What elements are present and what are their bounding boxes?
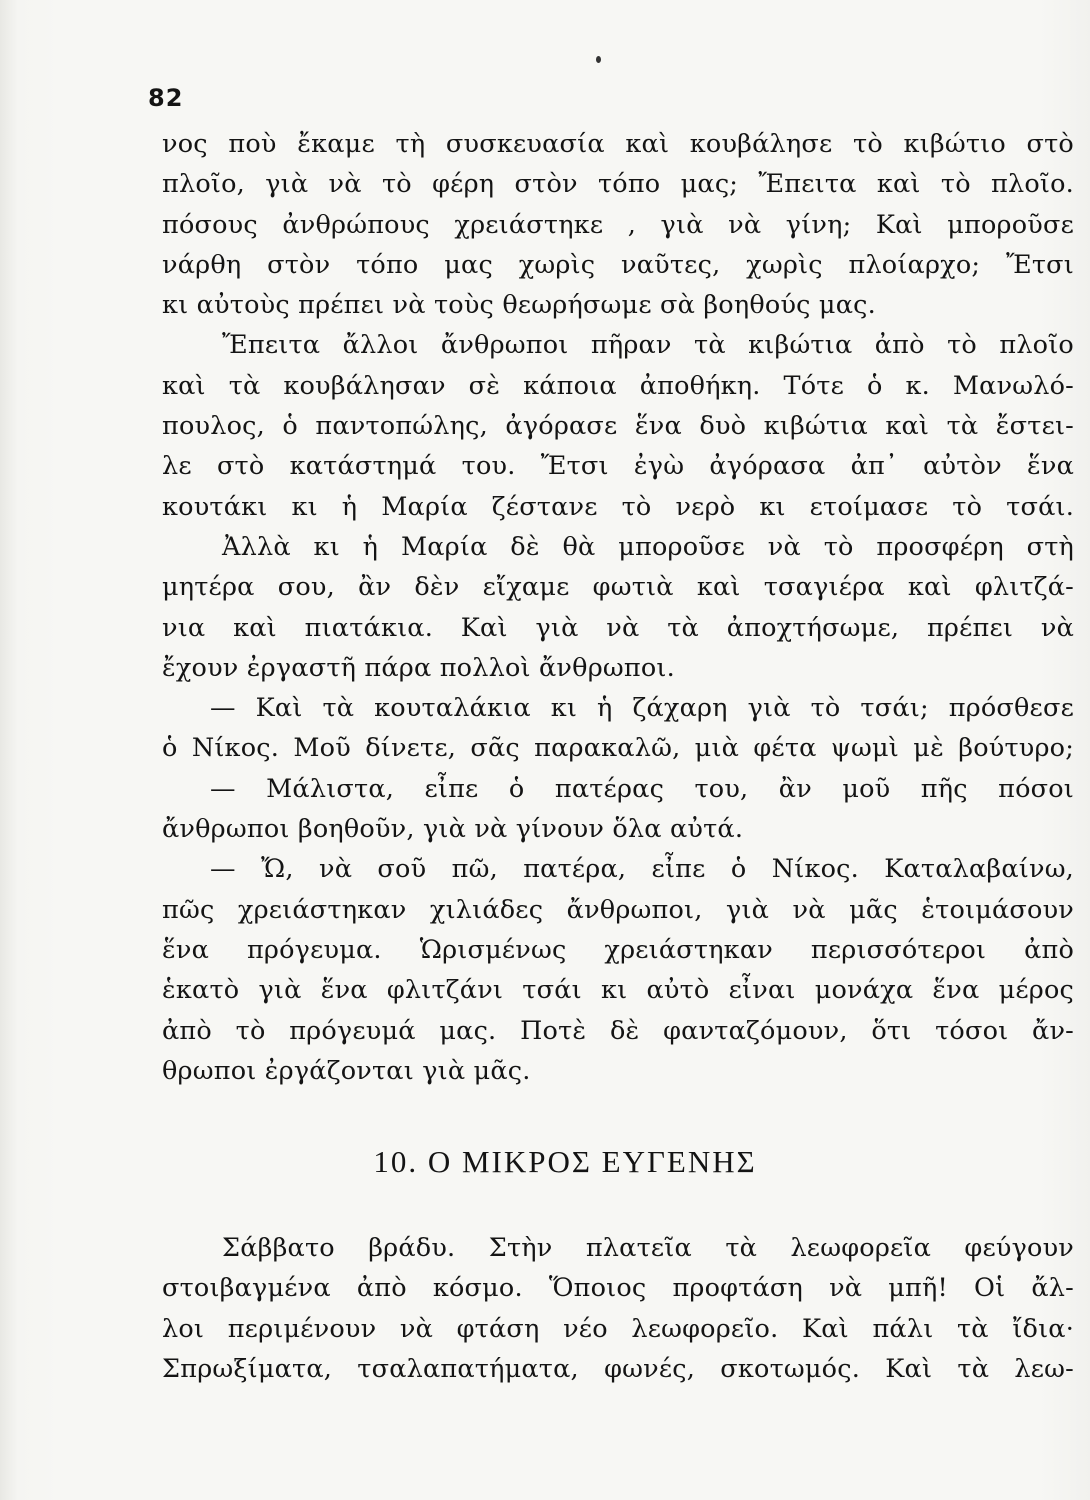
text-line: Ἔπειτα ἄλλοι ἄνθρωποι πῆραν τὰ κιβώτια ἀπὸ τὸ πλοῖο: [222, 330, 1074, 361]
chapter-text: [162, 1228, 1074, 1389]
text-line: νια καὶ πιατάκια. Καὶ γιὰ νὰ τὰ ἀποχτήσωμε, πρέπει νὰ: [162, 612, 1074, 643]
text-line: νος ποὺ ἔκαμε τὴ συσκευασία καὶ κουβάλησε τὸ κιβώτιο στὸ: [162, 129, 1074, 159]
text-line: Σάββατο βράδυ. Στὴν πλατεῖα τὰ λεωφορεῖα φεύγουν: [222, 1233, 1074, 1263]
text-line: ἀπὸ τὸ πρόγευμά μας. Ποτὲ δὲ φανταζόμουν, ὅτι τόσοι ἄν-: [162, 1015, 1074, 1046]
text-line: — Μάλιστα, εἶπε ὁ πατέρας του, ἂν μοῦ πῆς πόσοι: [210, 773, 1074, 804]
body-text: [162, 124, 1074, 1091]
text-line: κι αὐτοὺς πρέπει νὰ τοὺς θεωρήσωμε σὰ βοηθούς μας.: [162, 290, 876, 321]
text-line: ἕνα πρόγευμα. Ὡρισμένως χρειάστηκαν περισσότεροι ἀπὸ: [162, 934, 1074, 965]
text-line: Σπρωξίματα, τσαλαπατήματα, φωνές, σκοτωμός. Καὶ τὰ λεω-: [162, 1353, 1074, 1384]
text-line: μητέρα σου, ἂν δὲν εἴχαμε φωτιὰ καὶ τσαγιέρα καὶ φλιτζά-: [162, 572, 1074, 603]
text-line: καὶ τὰ κουβάλησαν σὲ κάποια ἀποθήκη. Τότε ὁ κ. Μανωλό-: [162, 370, 1074, 401]
text-line: λε στὸ κατάστημά του. Ἔτσι ἐγὼ ἀγόρασα ἀπ᾽ αὐτὸν ἕνα: [162, 451, 1074, 482]
ink-speck: [596, 56, 601, 63]
text-line: ὁ Νίκος. Μοῦ δίνετε, σᾶς παρακαλῶ, μιὰ φέτα ψωμὶ μὲ βούτυρο;: [162, 733, 1074, 764]
page-number: 82: [148, 84, 184, 112]
text-line: ἔχουν ἐργαστῆ πάρα πολλοὶ ἄνθρωποι.: [162, 652, 675, 683]
text-line: πόσους ἀνθρώπους χρειάστηκε , γιὰ νὰ γίνη; Καὶ μποροῦσε: [162, 209, 1074, 240]
text-line: ἄνθρωποι βοηθοῦν, γιὰ νὰ γίνουν ὅλα αὐτά.: [162, 814, 744, 845]
text-line: πῶς χρειάστηκαν χιλιάδες ἄνθρωποι, γιὰ νὰ μᾶς ἑτοιμάσουν: [162, 894, 1074, 925]
text-line: ἑκατὸ γιὰ ἕνα φλιτζάνι τσάι κι αὐτὸ εἶναι μονάχα ἕνα μέρος: [162, 975, 1074, 1006]
chapter-title: 10. Ο ΜΙΚΡΟΣ ΕΥΓΕΝΗΣ: [373, 1144, 757, 1179]
text-line: πουλος, ὁ παντοπώλης, ἀγόρασε ἕνα δυὸ κιβώτια καὶ τὰ ἔστει-: [162, 411, 1074, 442]
text-line: — Ὤ, νὰ σοῦ πῶ, πατέρα, εἶπε ὁ Νίκος. Καταλαβαίνω,: [210, 854, 1074, 885]
text-line: νάρθη στὸν τόπο μας χωρὶς ναῦτες, χωρὶς πλοίαρχο; Ἔτσι: [162, 249, 1074, 280]
text-line: θρωποι ἐργάζονται γιὰ μᾶς.: [162, 1055, 531, 1086]
text-line: — Καὶ τὰ κουταλάκια κι ἡ ζάχαρη γιὰ τὸ τσάι; πρόσθεσε: [210, 693, 1074, 724]
text-line: Ἀλλὰ κι ἡ Μαρία δὲ θὰ μποροῦσε νὰ τὸ προσφέρη στὴ: [222, 531, 1074, 562]
text-line: λοι περιμένουν νὰ φτάση νέο λεωφορεῖο. Καὶ πάλι τὰ ἴδια·: [162, 1313, 1074, 1344]
text-line: πλοῖο, γιὰ νὰ τὸ φέρη στὸν τόπο μας; Ἔπειτα καὶ τὸ πλοῖο.: [162, 169, 1074, 200]
text-line: στοιβαγμένα ἀπὸ κόσμο. Ὅποιος προφτάση νὰ μπῆ! Οἱ ἄλ-: [162, 1273, 1074, 1304]
text-line: κουτάκι κι ἡ Μαρία ζέστανε τὸ νερὸ κι ετοίμασε τὸ τσάι.: [162, 491, 1074, 522]
